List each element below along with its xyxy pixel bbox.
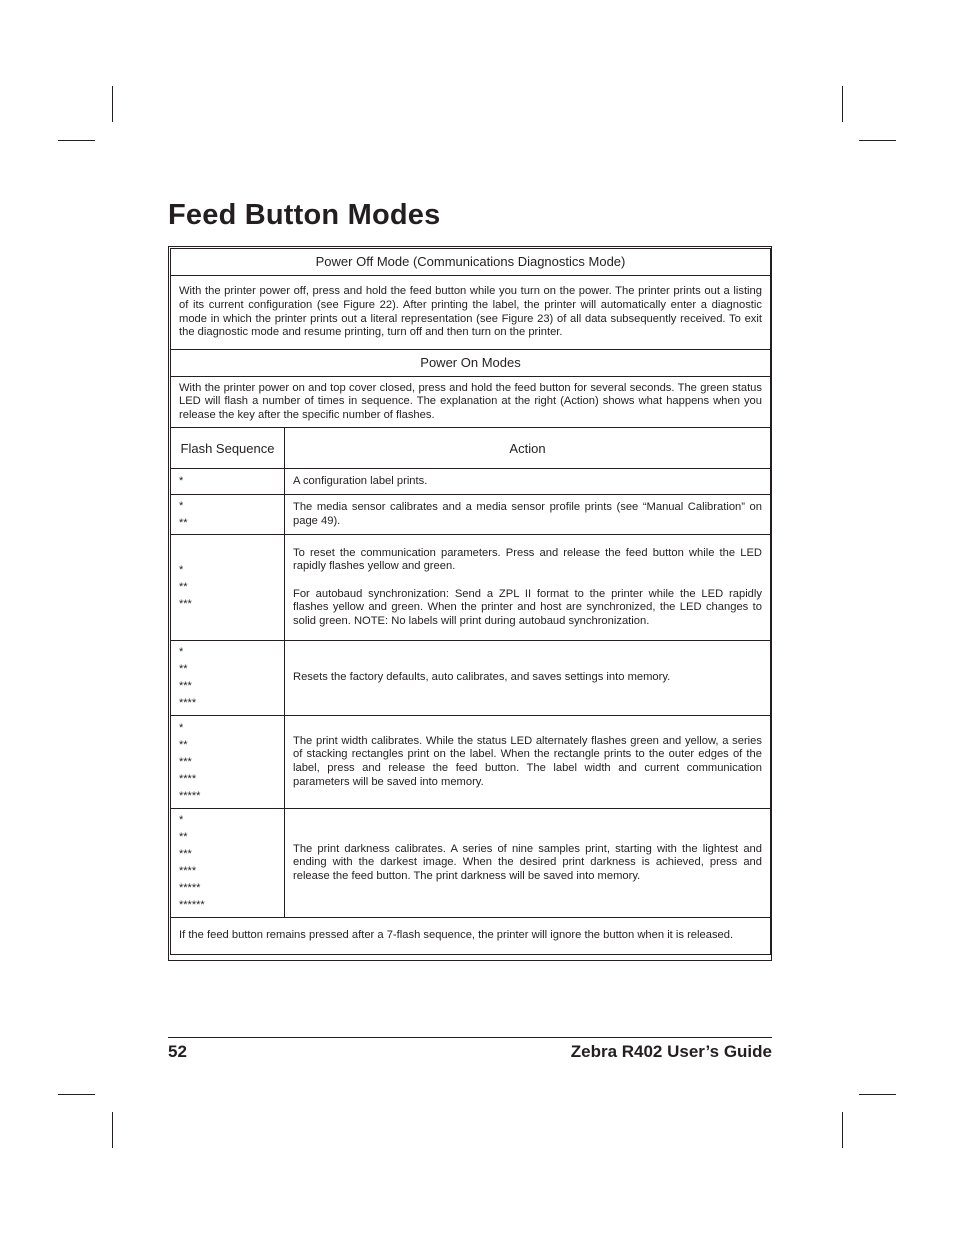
action-text: To reset the communication parameters. Press and release the feed button while the LED rapidly flashes yellow and green.: [293, 546, 762, 573]
action-cell: Resets the factory defaults, auto calibrates, and saves settings into memory.: [285, 641, 771, 716]
table-row: [171, 495, 771, 535]
paragraph-gap: [293, 574, 762, 588]
flash-line: *****: [179, 789, 201, 802]
crop-mark: [112, 86, 113, 122]
flash-line: ***: [179, 848, 192, 860]
flash-sequence-cell: [171, 809, 285, 918]
action-cell: A configuration label prints.: [285, 469, 771, 495]
flash-sequence-column-header: Flash Sequence: [171, 428, 285, 469]
action-column-header: Action: [285, 428, 771, 469]
flash-sequence-cell: [171, 641, 285, 716]
flash-line: *: [179, 814, 184, 826]
crop-mark: [842, 1112, 843, 1148]
flash-line: **: [179, 831, 188, 843]
table-row: [171, 535, 771, 641]
footnote: If the feed button remains pressed after a 7-flash sequence, the printer will ignore the button when it is released.: [171, 918, 771, 955]
flash-line: ***: [179, 680, 192, 692]
flash-sequence-cell: [171, 469, 285, 495]
action-cell: [285, 535, 771, 641]
flash-line: *: [179, 475, 184, 487]
page-title: Feed Button Modes: [168, 199, 441, 231]
crop-mark: [58, 140, 95, 141]
action-cell: The print width calibrates. While the status LED alternately flashes green and yellow, a series of stacking rectangles print on the label. When the rectangle prints to the outer edges of the label, press and release the feed button. The label width and current communication parameters will be saved into memory.: [285, 716, 771, 809]
flash-line: ***: [179, 755, 192, 768]
flash-line: *: [179, 499, 184, 512]
table-row: [171, 469, 771, 495]
flash-line: ****: [179, 865, 197, 877]
flash-line: *: [179, 721, 184, 734]
flash-line: ****: [179, 772, 197, 785]
feed-button-modes-table: [170, 248, 771, 955]
flash-line: *****: [179, 882, 201, 894]
guide-title: Zebra R402 User’s Guide: [570, 1042, 772, 1061]
flash-line: **: [179, 738, 188, 751]
flash-line: ***: [179, 598, 192, 610]
crop-mark: [859, 140, 896, 141]
crop-mark: [112, 1112, 113, 1148]
crop-mark: [859, 1094, 896, 1095]
page-number: 52: [168, 1042, 187, 1061]
action-cell: The media sensor calibrates and a media sensor profile prints (see “Manual Calibration” on page 49).: [285, 495, 771, 535]
flash-line: ****: [179, 697, 197, 709]
flash-line: ******: [179, 899, 205, 911]
action-cell: The print darkness calibrates. A series of nine samples print, starting with the lightest and ending with the darkest image. When the desired print darkness is achieved, press and release the feed button. The print darkness will be saved into memory.: [285, 809, 771, 918]
action-text-autobaud: For autobaud synchronization: Send a ZPL II format to the printer while the LED rapidly flashes yellow and green. When the printer and host are synchronized, the LED changes to solid green. NOTE: No labels will print during autobaud synchronization.: [293, 587, 762, 627]
table-row: [171, 716, 771, 809]
power-on-header: Power On Modes: [171, 350, 771, 377]
flash-line: *: [179, 564, 184, 576]
crop-mark: [58, 1094, 95, 1095]
table-row: [171, 641, 771, 716]
footer-rule: [168, 1037, 772, 1038]
flash-line: **: [179, 663, 188, 675]
table-row: [171, 809, 771, 918]
power-on-description: With the printer power on and top cover closed, press and hold the feed button for several seconds. The green status LED will flash a number of times in sequence. The explanation at the right (Action) shows what happens when you release the key after the specific number of flashes.: [171, 377, 771, 428]
flash-line: **: [179, 581, 188, 593]
power-off-description: With the printer power off, press and hold the feed button while you turn on the power. The printer prints out a listing of its current configuration (see Figure 22). After printing the label, the printer will automatically enter a diagnostic mode in which the printer prints out a literal representation (see Figure 23) of all data subsequently received. To exit the diagnostic mode and resume printing, turn off and then turn on the printer.: [171, 276, 771, 350]
flash-line: *: [179, 646, 184, 658]
flash-sequence-cell: [171, 716, 285, 809]
flash-sequence-cell: [171, 535, 285, 641]
power-off-header: Power Off Mode (Communications Diagnostics Mode): [171, 249, 771, 276]
crop-mark: [842, 86, 843, 122]
flash-sequence-cell: [171, 495, 285, 535]
flash-line: **: [179, 516, 188, 529]
